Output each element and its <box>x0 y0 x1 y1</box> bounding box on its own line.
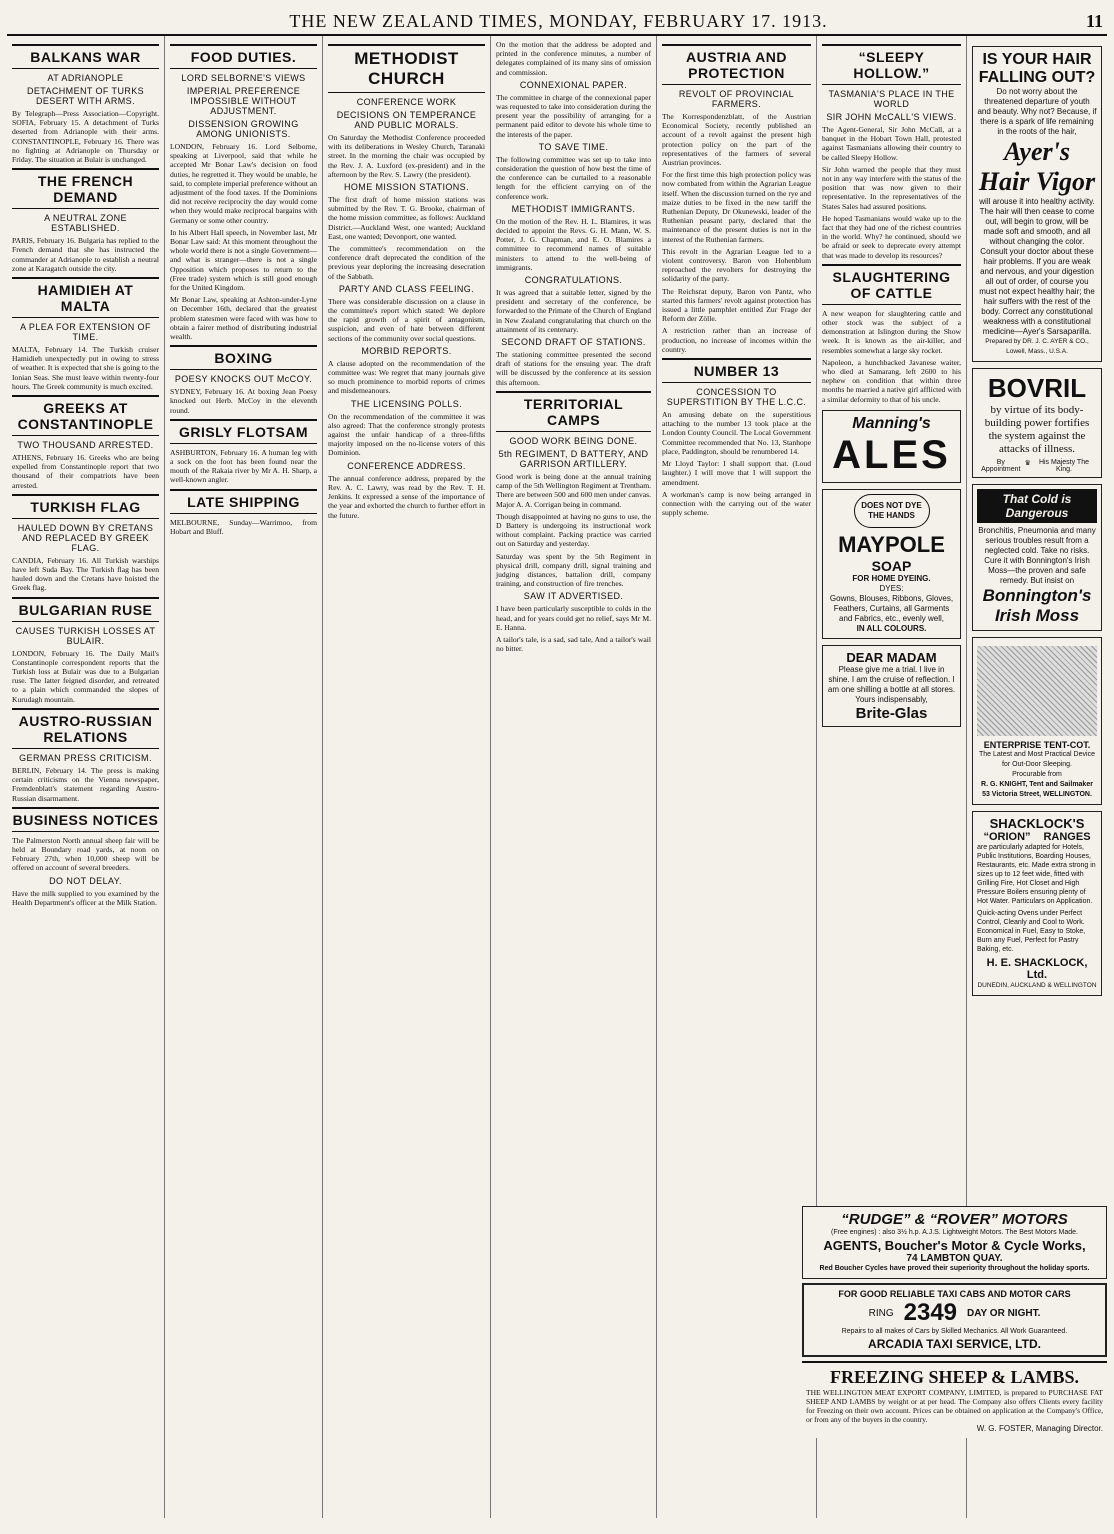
taxi-company: ARCADIA TAXI SERVICE, LTD. <box>868 1337 1041 1351</box>
taxi-phone: 2349 <box>903 1299 958 1326</box>
newspaper-page <box>7 6 1107 1520</box>
headline: THE FRENCH DEMAND <box>12 168 159 209</box>
tent-from: Procurable from <box>1012 771 1062 778</box>
ad-rudge-rover <box>802 1206 1107 1279</box>
shacklock-title: SHACKLOCK'S <box>989 816 1085 831</box>
dear-brand: Brite-Glas <box>855 704 928 722</box>
article-paragraph: A new weapon for slaughtering cattle and other stock was the subject of a demonstration at Islington during the Show week. It is known as the air-killer, and resembles somewhat a large sky rocket. <box>822 308 961 355</box>
article-paragraph: On Saturday the Methodist Conference proceeded with its deliberations in Wesley Church, Taranaki street. In the morning the chair was occupied by the Rev. J. A. Luxford (ex-president) and in the afternoon by the Rev. S. Lawry (the president). <box>328 133 485 179</box>
article-paragraph: The Reichsrat deputy, Baron von Pantz, who started this farmers' revolt against protection has issued a little pamphlet entitled Zur Frage der Reform der Zölle. <box>662 286 811 324</box>
article-paragraph: An amusing debate on the superstitious attaching to the number 13 took place at the London County Council. The Local Government Committee recommended that No. 13, Stanhope place, Paddington, should be renumbered 14. <box>662 410 811 456</box>
tent-sub: The Latest and Most Practical Device for Out-Door Sleeping. <box>979 751 1095 768</box>
article-paragraph: On the recommendation of the committee it was also agreed: That the conference strongly protests against the unfair handicap of a three-fifths majority imposed on the no-license voters of this Dominion. <box>328 411 485 458</box>
subheading: CONGRATULATIONS. <box>524 275 623 286</box>
article-paragraph: Good work is being done at the annual training camp of the 5th Wellington Regiment at Trentham. There are between 500 and 600 men under canvas. Major A. A. Corrigan being in command. <box>496 471 651 509</box>
article-paragraph: Though disappointed at having no guns to use, the D Battery is undergoing its instructional work without complaint. Packing practice was carried out on Saturday and yesterday. <box>496 511 651 549</box>
subheading: TWO THOUSAND ARRESTED. <box>17 440 154 451</box>
freezing-title: FREEZING SHEEP & LAMBS. <box>829 1367 1080 1387</box>
article-paragraph: It was agreed that a suitable letter, signed by the president and secretary of the conference, be forwarded to the Primate of the Church of England in New Zealand congratulating that church on the attainment of its centenary. <box>496 288 651 334</box>
freezing-text: THE WELLINGTON MEAT EXPORT COMPANY, LIMITED, is prepared to PURCHASE FAT SHEEP AND LAMBS by weight or at per head. The Company also offers Clients every facility for Freezing on their own account. Prices can be obtained on application at the Company's Office, or from any of the buyers in the country. <box>806 1388 1103 1424</box>
article-paragraph: There was considerable discussion on a clause in the committee's report which stated: We deplore the rapid growth of a spirit of antagonism, suspicion, and even of hate between different sections of the community over social questions. <box>328 296 485 343</box>
subheading: THE LICENSING POLLS. <box>350 398 463 409</box>
column-1 <box>7 36 165 1518</box>
article-paragraph: The annual conference address, prepared by the Rev. A. C. Lawry, was read by the Rev. T. H. Jenkins. It expressed a sense of the importance of the year and exhorted the church to further effort in the future. <box>328 473 485 520</box>
subheading: DO NOT DELAY. <box>49 875 122 886</box>
subheading: CONFERENCE ADDRESS. <box>347 460 466 471</box>
article-paragraph: On the motion that the address be adopted and printed in the conference minutes, a number of delegates complained of its many sins of omission and commission. <box>496 40 651 77</box>
headline: AUSTRIA AND PROTECTION <box>662 44 811 85</box>
article-paragraph: The Palmerston North annual sheep fair will be held at Boundary road yards, at noon on February 27th, when 10,000 sheep will be offered on account of several breeders. <box>12 835 159 873</box>
article-paragraph: MALTA, February 14. The Turkish cruiser Hamidieh unexpectedly put in owing to stress of weather. It is expected that she is going to the Ionian Seas. She must leave within twenty-four hours. The Greek community is much excited. <box>12 345 159 391</box>
headline: GREEKS AT CONSTANTINOPLE <box>12 395 159 436</box>
article-paragraph: SYDNEY, February 16. At boxing Jean Poesy knocked out Herb. McCoy in the eleventh round. <box>170 387 317 415</box>
article-paragraph: Saturday was spent by the 5th Regiment in physical drill, company drill, signal training and judging distances, battalion drill, company training, and construction of fire trenches. <box>496 551 651 589</box>
masthead-title: THE NEW ZEALAND TIMES, MONDAY, FEBRUARY 17. 1913. <box>289 11 828 31</box>
shacklock-cities: DUNEDIN, AUCKLAND & WELLINGTON <box>977 982 1097 989</box>
shacklock-company: H. E. SHACKLOCK, Ltd. <box>986 957 1088 981</box>
shacklock-ranges: RANGES <box>1043 831 1091 843</box>
ad-freezing-sheep <box>802 1361 1107 1438</box>
article-paragraph: Sir John warned the people that they must not in any way interfere with the status of the position that was now given to their representative. In the representatives of the States Sales had assured positions. <box>822 164 961 211</box>
hair-intro: Do not worry about the threatened departure of youth and beauty. Why not? Because, if there is a spark of life remaining in the roots of the hair, <box>977 87 1097 136</box>
taxi-daynight: DAY OR NIGHT. <box>967 1307 1041 1319</box>
tent-title: ENTERPRISE TENT-COT. <box>983 740 1091 750</box>
article-paragraph: This revolt in the Agrarian League led to a violent controversy. Baron von Hohenblum reproached the revolters for destroying the solidarity of the party. <box>662 246 811 284</box>
ad-tent-cot <box>972 637 1102 805</box>
subheading: GOOD WORK BEING DONE. <box>509 435 638 446</box>
headline: GRISLY FLOTSAM <box>170 419 317 444</box>
bovril-king: His Majesty The King. <box>1038 459 1089 473</box>
headline: NUMBER 13 <box>662 358 811 383</box>
article-paragraph: LONDON, February 16. Lord Selborne, speaking at Liverpool, said that while he accepted Mr Bonar Law's decision on food duties, he regretted it. They would be unable, he said, to complete imperial preference without an adjustment of the food taxes. If the Dominions did not receive reciprocity the day would come when they would make reciprocal bargains with Germany or some other country. <box>170 142 317 225</box>
article-paragraph: The first draft of home mission stations was submitted by the Rev. T. G. Brooke, chairman of the home mission committee, as follows: Auckland District.—Auckland West, one wanted; Auckland East, one wanted; Devonport, one wanted. <box>328 195 485 241</box>
article-paragraph: MELBOURNE, Sunday—Warrimoo, from Hobart and Bluff. <box>170 517 317 536</box>
bovril-appointment: By Appointment <box>981 459 1021 473</box>
ad-bovril <box>972 368 1102 478</box>
subheading: POESY KNOCKS OUT McCOY. <box>174 374 313 385</box>
maypole-dyes: DYES: <box>879 583 904 593</box>
ad-shacklock <box>972 811 1102 996</box>
tent-agent: R. G. KNIGHT, Tent and Sailmaker <box>981 781 1093 788</box>
maypole-soap: SOAP <box>871 557 912 574</box>
article-paragraph: Napoleon, a hunchbacked Javanese waiter, who died at Samarang, left 2600 to his nephew on condition that within three months he married a native girl afflicted with a similar deformity to that of his uncle. <box>822 357 961 404</box>
subheading: CONCESSION TO SUPERSTITION BY THE L.C.C. <box>666 387 807 408</box>
dear-title: DEAR MADAM <box>846 649 937 665</box>
bovril-text: by virtue of its body-building power fortifies the system against the attacks of illness. <box>984 404 1090 455</box>
headline: BUSINESS NOTICES <box>12 807 159 832</box>
shacklock-text2: Quick-acting Ovens under Perfect Control, Cleanly and Cool to Work. Economical in Fuel, Easy to Stoke, Burn any Fuel, Perfect for Pastry Baking, etc. <box>977 910 1086 953</box>
subheading: GERMAN PRESS CRITICISM. <box>19 752 152 763</box>
subheading: AT ADRIANOPLE <box>47 73 124 83</box>
subheading: HOME MISSION STATIONS. <box>344 182 469 193</box>
article-paragraph: A clause adopted on the recommendation of the committee was: We regret that many journals give so much prominence to morbid reports of crimes and misdemeanours. <box>328 358 485 396</box>
column-6-articles <box>822 44 961 404</box>
headline: BULGARIAN RUSE <box>12 597 159 622</box>
article-paragraph: CANDIA, February 16. All Turkish warships have left Suda Bay. The Turkish flag has been hauled down and the Cretans have hoisted the Greek flag. <box>12 555 159 593</box>
ad-manning-ales <box>822 410 961 483</box>
maypole-badge: DOES NOT DYE THE HANDS <box>854 494 930 528</box>
article-paragraph: On the motion of the Rev. H. L. Blamires, it was decided to appoint the Revs. G. H. Mann, W. S. Potter, J. G. Chapman, and E. O. Blamires a committee to recommend names of suitable ministers to attend to the well-being of immigrants. <box>496 216 651 272</box>
taxi-ring: RING <box>868 1307 894 1319</box>
taxi-repairs: Repairs to all makes of Cars by Skilled Mechanics. All Work Guaranteed. <box>841 1328 1068 1335</box>
subheading: A NEUTRAL ZONE ESTABLISHED. <box>44 213 127 234</box>
headline: FOOD DUTIES. <box>170 44 317 69</box>
headline: BOXING <box>170 345 317 370</box>
article-paragraph: ATHENS, February 16. Greeks who are being expelled from Constantinople report that two thousand of their compatriots have been arrested. <box>12 453 159 490</box>
column-2 <box>165 36 323 1518</box>
article-paragraph: The Korrespondenzblatt, of the Austrian Economical Society, recently published an account of a revolt against the present high protection policy on the part of the representatives of the farmers of several Austrian provinces. <box>662 112 811 168</box>
headline: HAMIDIEH AT MALTA <box>12 277 159 318</box>
bovril-title: BOVRIL <box>987 373 1087 403</box>
subheading: DECISIONS ON TEMPERANCE AND PUBLIC MORALS. <box>336 110 477 130</box>
article-paragraph: By Telegraph—Press Association—Copyright. SOFIA, February 15. A detachment of Turks deserted from Adrianople with their arms. CONSTANTINOPLE, February 16. There was no fighting at Adrianople on Thursday or Friday. The situation at Bulair is unchanged. <box>12 109 159 165</box>
maypole-list: Gowns, Blouses, Ribbons, Gloves, Feathers, Curtains, all Garments and Fabrics, etc., evenly well, <box>829 593 954 623</box>
subheading: CONNEXIONAL PAPER. <box>519 79 628 90</box>
subheading: SAW IT ADVERTISED. <box>523 591 624 602</box>
ad-arcadia-taxi <box>802 1283 1107 1357</box>
tent-address: 53 Victoria Street, WELLINGTON. <box>982 791 1092 798</box>
freezing-signature: W. G. FOSTER, Managing Director. <box>976 1424 1103 1433</box>
shacklock-text: are particularly adapted for Hotels, Public Institutions, Boarding Houses, Restaurants, etc. Made extra strong in sizes up to 12 feet wide, fitted with Grilling Fire, Hot Closet and High Pressure Boilers ensuring plenty of Hot Water. Particulars on Application. <box>977 844 1096 905</box>
hair-text: will arouse it into healthy activity. The hair will then cease to come out, will begin to grow, will be made soft and smooth, and all without changing the color. Consult your doctor about these hair problems. If you are weak and nervous, and your digestion all out of order, of course you must not expect healthy hair; the hair suffers with the rest of the body. Correct any constitutional weakness with a constitutional medicine—Ayer's Sarsaparilla. <box>979 197 1095 336</box>
subheading: A PLEA FOR EXTENSION OF TIME. <box>20 322 151 343</box>
article-paragraph: BERLIN, February 14. The press is making certain criticisms on the Vienna newspaper, Fremdenblatt's statement regarding Austro-Russian disarmament. <box>12 765 159 803</box>
article-paragraph: I have been particularly susceptible to colds in the head, and for years could get no relief, says Mr M. E. Hanna. <box>496 604 651 632</box>
subheading: TO SAVE TIME. <box>538 141 609 152</box>
subheading: REVOLT OF PROVINCIAL FARMERS. <box>678 89 795 109</box>
taxi-line1: FOR GOOD RELIABLE TAXI CABS AND MOTOR CARS <box>838 1289 1071 1299</box>
article-paragraph: The committee in charge of the connexional paper was requested to take into consideration during the present year the possibility of arranging for a permanent paid editor to devote his whole time to the interests of the paper. <box>496 92 651 139</box>
subheading: 5th REGIMENT, D BATTERY, AND GARRISON ARTILLERY. <box>498 448 649 469</box>
maypole-for: FOR HOME DYEING. <box>852 573 931 583</box>
subheading: SECOND DRAFT OF STATIONS. <box>501 337 646 348</box>
subheading: PARTY AND CLASS FEELING. <box>338 283 475 294</box>
subheading: DETACHMENT OF TURKS DESERT WITH ARMS. <box>26 86 145 106</box>
article-paragraph: Mr Lloyd Taylor: I shall support that. (Loud laughter.) I will move that I will support the amendment. <box>662 459 811 487</box>
crown-icon: ♛ <box>1024 460 1031 467</box>
bottom-ads <box>802 1206 1107 1438</box>
rudge-engines: (Free engines) : also 3½ h.p. A.J.S. Lightweight Motors. The Best Motors Made. <box>831 1229 1078 1236</box>
hair-maker: Prepared by DR. J. C. AYER & CO., Lowell, Mass., U.S.A. <box>985 338 1089 355</box>
subheading: MORBID REPORTS. <box>361 345 452 356</box>
article-paragraph: The following committee was set up to take into consideration the question of how best the time of the conference can be curtailed to a reasonable length for the efficient carrying on of the conference work. <box>496 154 651 201</box>
article-paragraph: For the first time this high protection policy was now combated from within the Agrarian League itself. When the discussion turned on the rye and maize duties to be fixed in the new tariff the Ruthenian Deputy, Dr Okunewski, leader of the Ruthenian peasant party, declared that the maintenance of the present duties is not in the interest of the Ruthenian farmers. <box>662 170 811 244</box>
article-paragraph: LONDON, February 16. The Daily Mail's Constantinople correspondent reports that the Turkish loss at Bulair was due to a Bulgarian ruse. The latter feigned disorder, and retreated to a plain which commanded the slopes of Kurudagh mountain. <box>12 648 159 704</box>
masthead <box>7 6 1107 36</box>
hair-title: IS YOUR HAIR FALLING OUT? <box>978 51 1096 86</box>
article-paragraph: PARIS, February 16. Bulgaria has replied to the French demand that she has instructed the commander at Adrianople to establish a neutral zone at Karagatch outside the city. <box>12 236 159 273</box>
ad-ayers-hair-vigor <box>972 46 1102 362</box>
article-paragraph: Mr Bonar Law, speaking at Ashton-under-Lyne on December 16th, declared that the greatest problem statesmen were faced with was how to obtain a fairer method of distributing industrial wealth. <box>170 295 317 342</box>
headline: TURKISH FLAG <box>12 494 159 519</box>
article-paragraph: The stationing committee presented the second draft of stations for the ensuing year. The draft will be discussed by the conference at its session this afternoon. <box>496 350 651 387</box>
headline: METHODIST CHURCH <box>328 44 485 93</box>
article-paragraph: The committee's recommendation on the conference draft deprecated the condition of the previous year deploring the increasing desecration of the Sabbath. <box>328 244 485 281</box>
article-paragraph: A restriction rather than an increase of production, no increase of incomes within the country. <box>662 326 811 354</box>
subheading: CONFERENCE WORK <box>356 97 457 107</box>
cold-title: That Cold is Dangerous <box>977 489 1097 523</box>
article-paragraph: ASHBURTON, February 16. A human leg with a sock on the foot has been found near the mouth of the Rakaia river by Mr A. H. Sharp, a well-known angler. <box>170 447 317 485</box>
headline: LATE SHIPPING <box>170 489 317 514</box>
headline: “SLEEPY HOLLOW.” <box>822 44 961 85</box>
dear-text: Please give me a trial. I live in shine. I am the cruise of reflection. I am one shilling a bottle at all stores. Yours indispensably, <box>827 664 956 704</box>
article-paragraph: A tailor's tale, is a sad, sad tale, And a tailor's wail no bitter. <box>496 634 651 654</box>
column-3 <box>323 36 491 1518</box>
subheading: METHODIST IMMIGRANTS. <box>511 203 636 214</box>
subheading: DISSENSION GROWING AMONG UNIONISTS. <box>188 119 299 139</box>
article-paragraph: A workman's camp is now being arranged in connection with the carrying out of the water supply scheme. <box>662 489 811 518</box>
cold-text: Bronchitis, Pneumonia and many serious troubles result from a neglected cold. Take no risks. Cure it with Bonnington's Irish Moss—the proven and safe remedy. But insist on <box>978 526 1096 585</box>
ad-maypole-soap <box>822 489 961 639</box>
headline: SLAUGHTERING OF CATTLE <box>822 264 961 305</box>
article-paragraph: The Agent-General, Sir John McCall, at a banquet in the Hobart Town Hall, protested against Tasmanians allowing their country to be called Sleepy Hollow. <box>822 125 961 162</box>
article-paragraph: Have the milk supplied to you examined by the Health Department's officer at the Milk Station. <box>12 888 159 907</box>
rudge-note: Red Boucher Cycles have proved their superiority throughout the holiday sports. <box>819 1265 1090 1272</box>
hair-brand: Ayer's Hair Vigor <box>978 137 1096 196</box>
tent-cot-illustration <box>977 646 1097 736</box>
subheading: HAULED DOWN BY CRETANS AND REPLACED BY GREEK FLAG. <box>17 522 154 553</box>
maypole-title: MAYPOLE <box>838 531 945 557</box>
rudge-agents: AGENTS, Boucher's Motor & Cycle Works, <box>823 1238 1086 1253</box>
headline: AUSTRO-RUSSIAN RELATIONS <box>12 708 159 749</box>
ad-brite-glas <box>822 645 961 727</box>
subheading: LORD SELBORNE'S VIEWS <box>181 73 306 83</box>
subheading: TASMANIA'S PLACE IN THE WORLD <box>828 89 955 109</box>
column-4 <box>491 36 657 1518</box>
rudge-address: 74 LAMBTON QUAY. <box>906 1253 1003 1264</box>
ad-bonningtons <box>972 484 1102 631</box>
headline: BALKANS WAR <box>12 44 159 69</box>
article-paragraph: He hoped Tasmanians would wake up to the fact that they had one of the richest countries in the world. Why? he continued, should we be afraid or seek to deprecate every attempt that was made to develop its resources? <box>822 213 961 260</box>
column-5 <box>657 36 817 1518</box>
subheading: CAUSES TURKISH LOSSES AT BULAIR. <box>15 625 156 646</box>
maypole-colours: IN ALL COLOURS. <box>856 623 927 633</box>
ales-title: ALES <box>832 432 951 477</box>
shacklock-orion: “ORION” <box>983 831 1031 843</box>
ales-brand: Manning's <box>852 414 931 432</box>
article-paragraph: In his Albert Hall speech, in November last, Mr Bonar Law said: At this moment throughout the whole world there is not a single Government—and what is stranger—there is not a single Opposition which proposes to return to the (Free trade) system which is still good enough for the United Kingdom. <box>170 227 317 293</box>
headline: TERRITORIAL CAMPS <box>496 391 651 432</box>
subheading: IMPERIAL PREFERENCE IMPOSSIBLE WITHOUT ADJUSTMENT. <box>186 86 301 116</box>
subheading: SIR JOHN McCALL'S VIEWS. <box>826 112 957 122</box>
cold-brand: Bonnington's Irish Moss <box>982 586 1092 625</box>
rudge-title: “RUDGE” & “ROVER” MOTORS <box>841 1211 1068 1228</box>
page-number: 11 <box>1085 11 1103 31</box>
